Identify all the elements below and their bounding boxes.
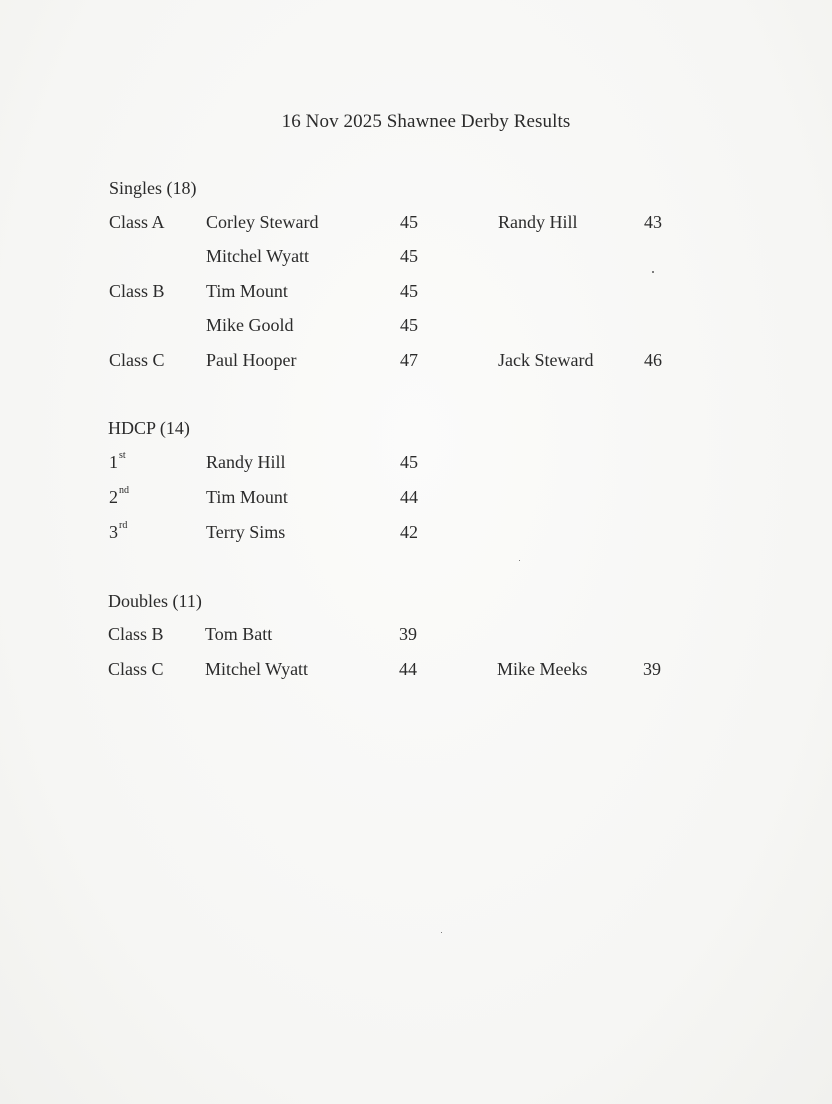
winner-score: 39 [399,624,417,644]
singles-row [0,212,832,236]
winner-name: Mitchel Wyatt [205,659,309,679]
shooter-score: 44 [400,487,418,507]
doubles-heading: Doubles (11) [108,591,202,611]
shooter-score: 45 [400,452,418,472]
class-label: Class B [109,281,165,301]
hdcp-row [0,522,832,546]
runner-up-name: Jack Steward [498,350,594,370]
winner-name: Mike Goold [206,315,294,335]
scan-speck [441,932,442,933]
place-label [109,452,126,473]
runner-up-name: Randy Hill [498,212,578,232]
doubles-row [0,624,832,648]
page-title: 16 Nov 2025 Shawnee Derby Results [281,111,571,132]
place-suffix: rd [119,520,128,531]
class-label: Class C [109,350,165,370]
doubles-row [0,659,832,683]
winner-score: 45 [400,212,418,232]
place-number: 2 [109,487,118,507]
singles-row [0,350,832,374]
winner-score: 44 [399,659,417,679]
place-suffix: st [119,450,126,461]
shooter-score: 42 [400,522,418,542]
winner-score: 47 [400,350,418,370]
runner-up-score: 46 [644,350,662,370]
place-number: 1 [109,452,118,472]
winner-name: Mitchel Wyatt [206,246,310,266]
shooter-name: Tim Mount [206,487,288,507]
singles-row [0,246,832,270]
hdcp-row [0,452,832,476]
runner-up-score: 43 [644,212,662,232]
place-number: 3 [109,522,118,542]
class-label: Class B [108,624,164,644]
shooter-name: Randy Hill [206,452,286,472]
scan-speck [652,271,654,273]
place-suffix: nd [119,485,129,496]
runner-up-name: Mike Meeks [497,659,588,679]
winner-name: Tim Mount [206,281,288,301]
singles-row [0,315,832,339]
winner-score: 45 [400,281,418,301]
winner-name: Tom Batt [205,624,273,644]
singles-row [0,281,832,305]
winner-name: Corley Steward [206,212,319,232]
winner-name: Paul Hooper [206,350,297,370]
class-label: Class A [109,212,165,232]
hdcp-row [0,487,832,511]
place-label [109,522,127,543]
singles-heading: Singles (18) [109,178,197,198]
winner-score: 45 [400,246,418,266]
class-label: Class C [108,659,164,679]
shooter-name: Terry Sims [206,522,286,542]
runner-up-score: 39 [643,659,661,679]
scan-speck [519,560,520,561]
winner-score: 45 [400,315,418,335]
hdcp-heading: HDCP (14) [108,418,190,438]
place-label [109,487,129,508]
